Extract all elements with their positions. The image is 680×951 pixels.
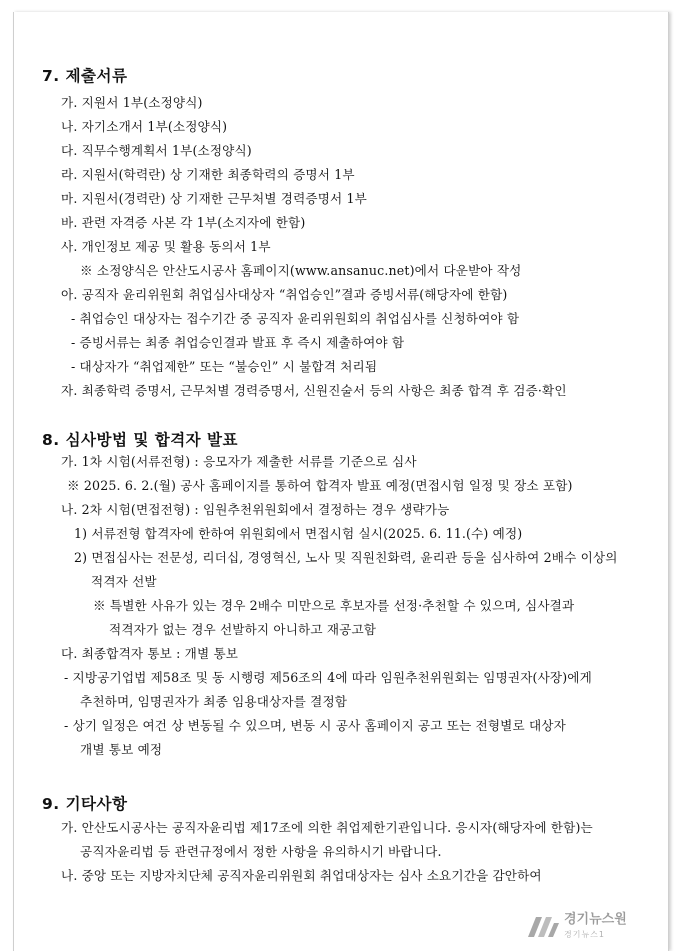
s7-item-a: 아. 공직자 윤리위원회 취업심사대상자 “취업승인”결과 증빙서류(해당자에 한함) [61, 287, 508, 302]
s7-item-ma: 마. 지원서(경력란) 상 기재한 근무처별 경력증명서 1부 [61, 191, 367, 206]
section-8-title: 8. 심사방법 및 합격자 발표 [42, 431, 238, 449]
s8-note-special: ※ 특별한 사유가 있는 경우 2배수 미만으로 후보자를 선정·추천할 수 있으며, 심사결과 [93, 598, 575, 613]
s9-item-na: 나. 중앙 또는 지방자치단체 공직자윤리위원회 취업대상자는 심사 소요기간을 감안하여 [61, 868, 542, 883]
s7-sub-3: - 대상자가 “취업제한” 또는 “불승인” 시 불합격 처리됨 [71, 359, 378, 374]
s8-note-special-cont: 적격자가 없는 경우 선발하지 아니하고 재공고함 [109, 622, 377, 637]
s8-sub-2: 2) 면접심사는 전문성, 리더십, 경영혁신, 노사 및 직원친화력, 윤리관 등을 심사하여 2배수 이상의 [74, 550, 618, 565]
s7-item-ra: 라. 지원서(학력란) 상 기재한 최종학력의 증명서 1부 [61, 167, 355, 182]
s9-item-ga-cont: 공직자윤리법 등 관련규정에서 정한 사항을 유의하시기 바랍니다. [80, 844, 442, 859]
s7-sub-1: - 취업승인 대상자는 접수기간 중 공직자 윤리위원회의 취업심사를 신청하여야 함 [71, 311, 520, 326]
watermark-sub: 경기뉴스1 [564, 930, 606, 939]
s8-note-date: ※ 2025. 6. 2.(월) 공사 홈페이지를 통하여 합격자 발표 예정(면접시험 일정 및 장소 포함) [67, 478, 573, 493]
s8-sub-1: 1) 서류전형 합격자에 한하여 위원회에서 면접시험 실시(2025. 6. 11.(수) 예정) [74, 526, 523, 541]
s8-sub-schedule: - 상기 일정은 여건 상 변동될 수 있으며, 변동 시 공사 홈페이지 공고 또는 전형별로 대상자 [64, 718, 566, 733]
s8-sub-schedule-cont: 개별 통보 예정 [80, 742, 163, 757]
watermark [522, 911, 662, 943]
news-logo-icon [522, 911, 562, 943]
s8-sub-2-cont: 적격자 선발 [91, 574, 157, 589]
s7-note-form: ※ 소정양식은 안산도시공사 홈페이지(www.ansanuc.net)에서 다운받아 작성 [80, 263, 522, 278]
s7-item-ja: 자. 최종학력 증명서, 근무처별 경력증명서, 신원진술서 등의 사항은 최종 합격 후 검증·확인 [61, 383, 567, 398]
s9-item-ga: 가. 안산도시공사는 공직자윤리법 제17조에 의한 취업제한기관입니다. 응시자(해당자에 한함)는 [61, 820, 593, 835]
s8-item-da: 다. 최종합격자 통보 : 개별 통보 [61, 646, 239, 661]
s8-sub-law: - 지방공기업법 제58조 및 동 시행령 제56조의 4에 따라 임원추천위원회는 임명권자(사장)에게 [64, 670, 592, 685]
s7-item-sa: 사. 개인정보 제공 및 활용 동의서 1부 [61, 239, 271, 254]
s7-item-da: 다. 직무수행계획서 1부(소정양식) [61, 143, 252, 158]
s7-item-ga: 가. 지원서 1부(소정양식) [61, 95, 203, 110]
section-7-title: 7. 제출서류 [42, 67, 128, 85]
watermark-text [564, 912, 627, 942]
s7-item-ba: 바. 관련 자격증 사본 각 1부(소지자에 한함) [61, 215, 306, 230]
s8-item-na: 나. 2차 시험(면접전형) : 임원추천위원회에서 결정하는 경우 생략가능 [61, 502, 450, 517]
document-page [13, 12, 669, 951]
watermark-name: 경기뉴스원 [564, 912, 627, 927]
s7-item-na: 나. 자기소개서 1부(소정양식) [61, 119, 228, 134]
s8-sub-law-cont: 추천하며, 임명권자가 최종 임용대상자를 결정함 [80, 694, 348, 709]
s7-sub-2: - 증빙서류는 최종 취업승인결과 발표 후 즉시 제출하여야 함 [71, 335, 405, 350]
section-9-title: 9. 기타사항 [42, 795, 128, 813]
s8-item-ga: 가. 1차 시험(서류전형) : 응모자가 제출한 서류를 기준으로 심사 [61, 454, 417, 469]
